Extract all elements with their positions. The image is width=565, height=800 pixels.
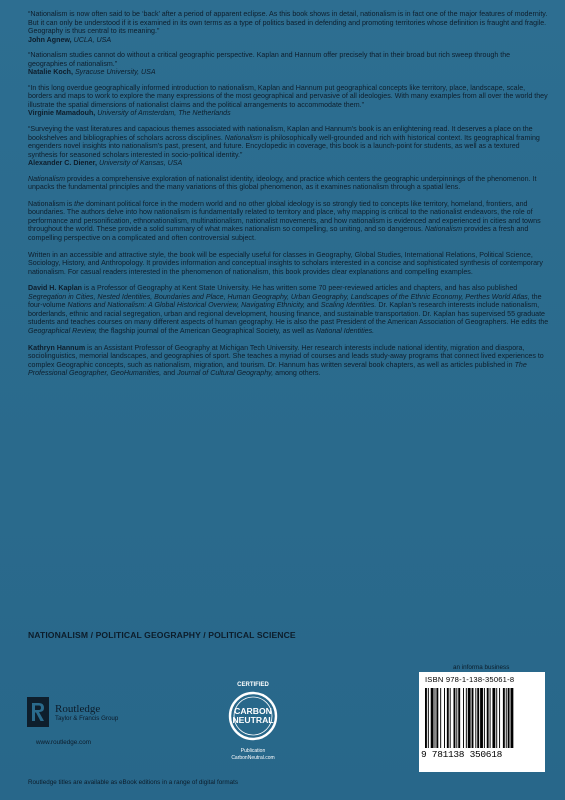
barcode-bar [444,688,445,748]
barcode-bar [468,688,471,748]
barcode-bar [472,688,474,748]
book-description [28,175,550,276]
barcode-bars [425,688,539,748]
description-paragraph: Nationalism is the dominant political force in the modern world and no other global ideology is so strongly tied to concepts like territory, homeland, frontiers, and boundaries. The authors delve into how nationalism is fundamentally related to territory and place, why mapping is critical to the nationalist endeavors, the role of performance and personification, ethnonationalism, multinationalism, nationalist movements, and how nationalism is evidenced and experienced in cities and towns throughout the world. These provide a solid summary of what makes nationalism so compelling, so uniting, and so dangerous. Nationalism provides a fresh and compelling perspective on a complicated and often controversial subject. [28,199,541,243]
routledge-logo [27,697,118,727]
quote-diener [28,125,550,168]
quote-source: Virginie Mamadouh, University of Amsterdam, The Netherlands [28,109,231,118]
cover-text [28,10,550,386]
informa-label: an informa business [453,664,510,671]
barcode-bar [490,688,491,748]
isbn-label: ISBN 978-1-138-35061-8 [425,675,515,684]
barcode-bar [499,688,500,748]
barcode-bar [475,688,476,748]
barcode-bar [487,688,489,748]
bio-hannum: Kathryn Hannum is an Assistant Professor of Geography at Michigan Tech University. Her research interests include national identity, migration and diaspora, sociolinguistics, memorial landscapes, and geographies of sport. She teaches a myriad of courses and leads study-away programs that connect lived experiences to complex Geographic concepts, such as nationalism, migration, and tourism. Dr. Hannum has written several book chapters, as well as articles published in The Professional Geographer, GeoHumanities, and Journal of Cultural Geography, among others. [28,343,544,378]
barcode-bar [447,688,449,748]
barcode-bar [480,688,483,748]
quote-text: “Surveying the vast literatures and capacious themes associated with nationalism, Kaplan and Hannum’s book is an enlightening read. It deserves a place on the bookshelves and bibliographies of scholars across disciplines. Nationalism is philosophically well-grounded and rich with historical context. Its geographical framing engenders novel insights into nationalism’s past, present, and future. Encyclopedic in coverage, this book is a launch-point for students, as well as a textured synthesis for seasoned scholars interested in socio-political identity.” [28,125,540,159]
quote-source: Natalie Koch, Syracuse University, USA [28,68,156,77]
quote-text: “In this long overdue geographically informed introduction to nationalism, Kaplan and Hannum put geographical concepts like territory, place, landscape, scale, borders and maps to work to explore the many expressions of the most geographical and pervasive of all ideologies. With many examples from all over the world they illustrate the spatial dimensions of nationalist claims and the political arrangements to accommodate them.” [28,83,548,109]
isbn-barcode [419,672,545,772]
barcode-bar [440,688,441,748]
description-paragraph: Nationalism provides a comprehensive exploration of nationalist identity, ideology, and practice which centers the geographic underpinnings of the phenomenon. It unpacks the fundamental principles and the many variations of this global phenomenon, as it examines nationalism through a spatial lens. [28,174,537,192]
carbon-site: CarbonNeutral.com [231,755,275,761]
barcode-bar [496,688,497,748]
quote-text: “Nationalism is now often said to be ‘back’ after a period of apparent eclipse. As this book shows in detail, nationalism is in fact one of the major features of modernity. But it can only be understood if it is examined in its own terms as a type of politics based in defending and promoting territories whose definition is fraught and fragile. Geography is thus central to its meaning.” [28,10,548,36]
quote-mamadouh [28,84,550,118]
quote-text: “Nationalism studies cannot do without a critical geographic perspective. Kaplan and Hannum offer precisely that in their broad but rich sweep through the geographies of nationalism.” [28,51,511,68]
barcode-bar [458,688,460,748]
svg-text:CARBON: CARBON [234,706,272,716]
routledge-r-icon [27,697,49,727]
barcode-bar [477,688,479,748]
publication-label: Publication [240,748,266,754]
quote-source: John Agnew, UCLA, USA [28,35,112,44]
quote-source: Alexander C. Diener, University of Kansas, USA [28,159,183,168]
barcode-bar [508,688,510,748]
barcode-bar [511,688,514,748]
barcode-bar [503,688,505,748]
certified-label: CERTIFIED [237,682,269,688]
quote-agnew [28,10,550,44]
barcode-bar [431,688,434,748]
publisher-name: Routledge [55,702,101,715]
barcode-bar [428,688,429,748]
barcode-bar [466,688,467,748]
carbon-neutral-badge [221,682,285,762]
description-paragraph: Written in an accessible and attractive style, the book will be especially useful for classes in Geography, Global Studies, International Relations, Political Science, Sociology, History, and Anthropology. It provides information and conceptual insights to scholars interested in a concise and sophisticated synthesis of contemporary nationalism. For casual readers interested in the phenomenon of nationalism, this book provides clear explanations and compelling examples. [28,250,543,276]
barcode-bar [454,688,456,748]
barcode-bar [484,688,485,748]
barcode-bar [436,688,438,748]
bio-kaplan: David H. Kaplan is a Professor of Geography at Kent State University. He has written some 70 peer-reviewed articles and chapters, and has also published Segregation in Cities, Nested Identities, Boundaries and Place, Human Geography, Urban Geography, Landscapes of the Ethnic Economy, Perthes World Atlas, the four-volume Nations and Nationalism: A Global Historical Overview, Navigating Ethnicity, and Scaling Identities. Dr. Kaplan’s research interests include nationalism, borderlands, ethnic and racial segregation, urban and regional development, housing finance, and sustainable transportation. Dr. Kaplan has supervised 55 graduate students and teaches courses on many different aspects of human geography. He is also the past President of the American Association of Geographers. He edits the Geographical Review, the flagship journal of the American Geographical Society, as well as National Identities. [28,284,549,335]
barcode-bar [435,688,436,748]
barcode-bar [425,688,427,748]
isbn-digits: 9 781138 350618 [421,749,503,760]
barcode-bar [506,688,507,748]
subject-categories: NATIONALISM / POLITICAL GEOGRAPHY / POLITICAL SCIENCE [28,630,296,640]
quote-koch [28,51,550,77]
author-bios [28,284,550,377]
barcode-bar [492,688,495,748]
publisher-url[interactable]: www.routledge.com [36,739,91,746]
ebook-note: Routledge titles are available as eBook editions in a range of digital formats [28,779,239,786]
barcode-bar [456,688,457,748]
publisher-group: Taylor & Francis Group [55,714,119,722]
carbon-neutral-icon [221,686,285,750]
barcode-bar [463,688,464,748]
barcode-bar [450,688,451,748]
svg-text:NEUTRAL: NEUTRAL [232,715,274,725]
